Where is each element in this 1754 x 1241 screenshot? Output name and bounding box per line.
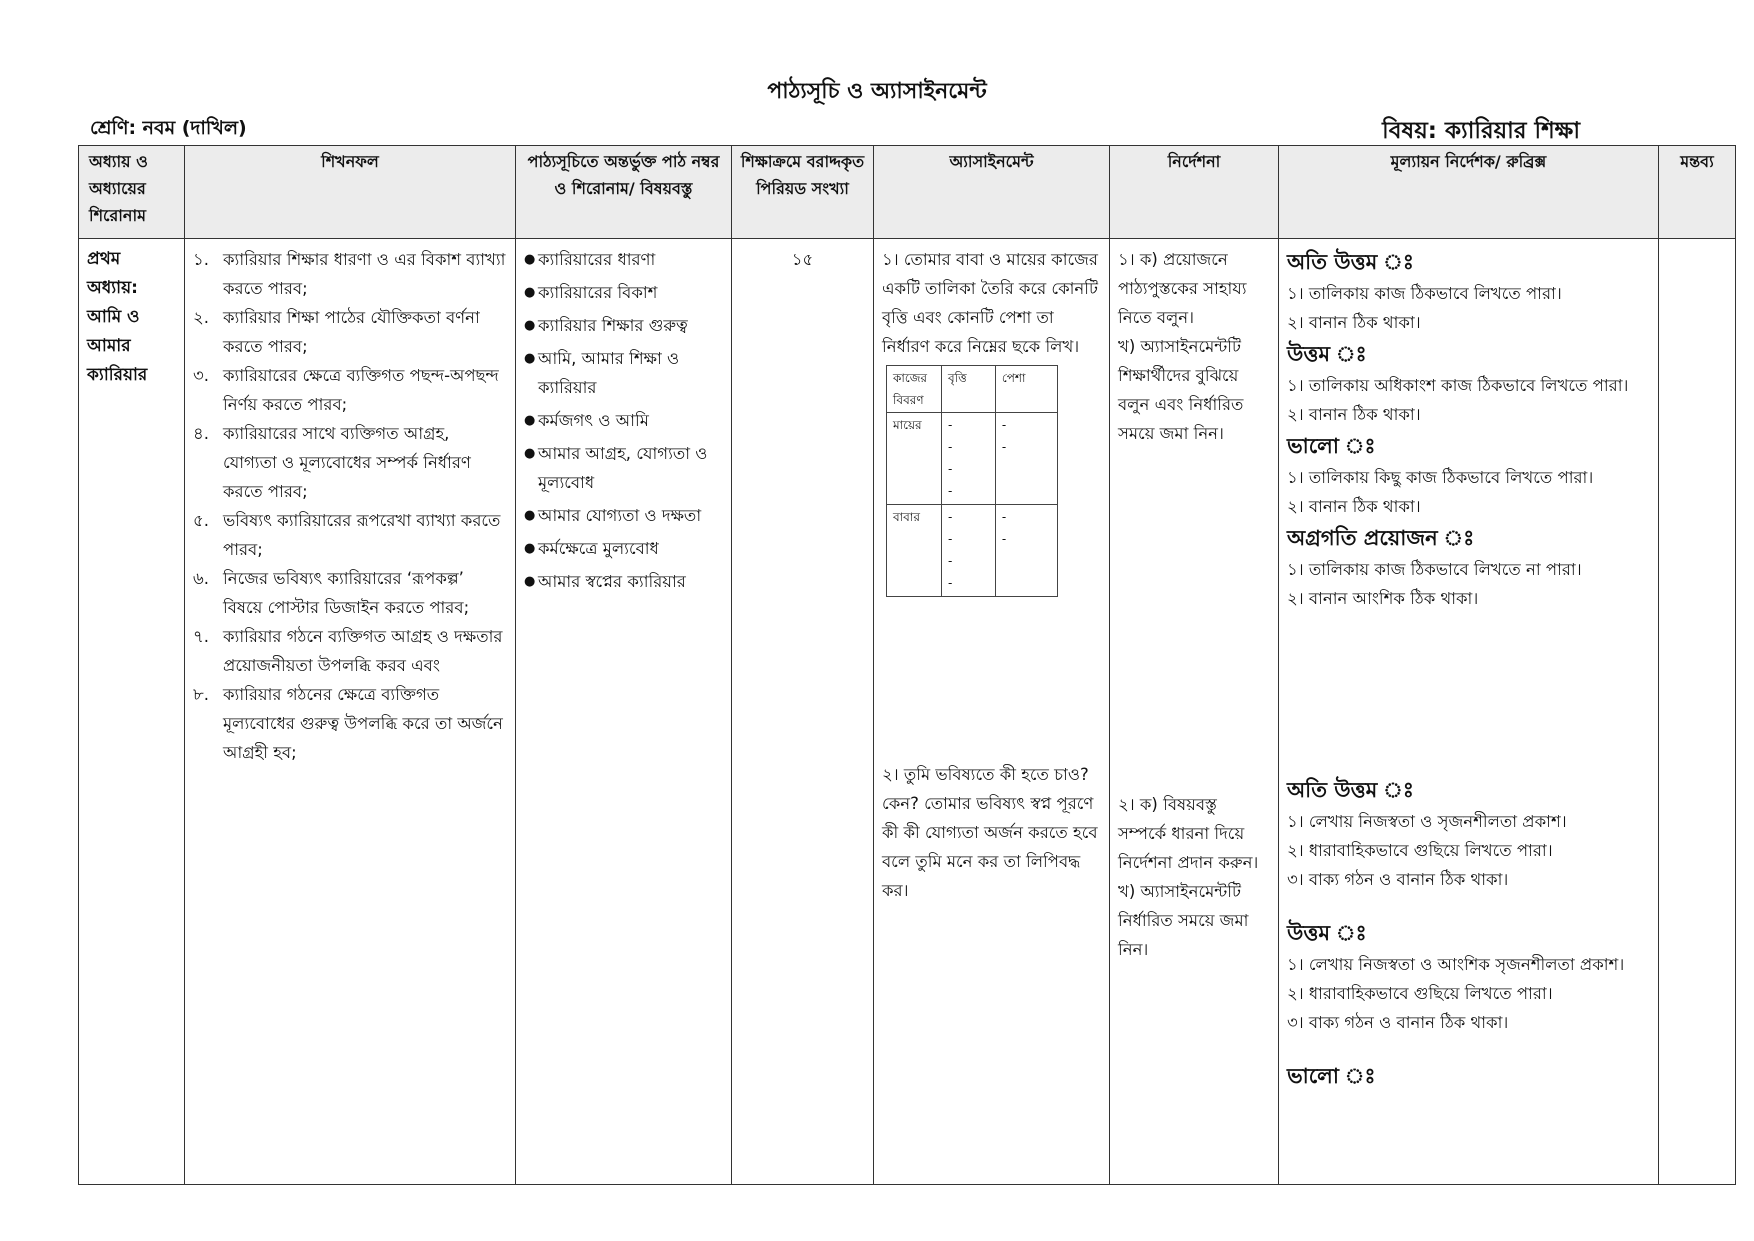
document-title: পাঠ্যসূচি ও অ্যাসাইনমেন্ট <box>767 79 987 104</box>
bullet-icon: ● <box>524 351 536 366</box>
rubric-set-1 <box>1287 245 1650 773</box>
chapter-cell <box>79 239 185 1185</box>
outcome-item <box>193 622 507 680</box>
rubric-item: ১। লেখায় নিজস্বতা ও আংশিক সৃজনশীলতা প্রকাশ। <box>1287 955 1625 974</box>
rubric-heading: অগ্রগতি প্রয়োজন ঃ <box>1287 526 1475 550</box>
rubric-heading: ভালো ঃ <box>1287 434 1376 458</box>
outcome-text: নিজের ভবিষ্যৎ ক্যারিয়ারের ‘রূপকল্প’ বিষয়ে পোস্টার ডিজাইন করতে পারব; <box>223 569 470 617</box>
topic-item <box>524 534 723 563</box>
rubric-item: ২। বানান ঠিক থাকা। <box>1287 497 1421 516</box>
subject-label: বিষয়: ক্যারিয়ার শিক্ষা <box>1382 118 1580 144</box>
rubric-set-2 <box>1287 773 1650 1093</box>
outcome-text: ক্যারিয়ার গঠনে ব্যক্তিগত আগ্রহ ও দক্ষতার প্রয়োজনীয়তা উপলব্ধি করব এবং <box>223 627 503 675</box>
assignment-cell <box>874 239 1110 1185</box>
outcomes-cell <box>185 239 516 1185</box>
instructions-cell <box>1110 239 1279 1185</box>
outcome-item <box>193 361 507 419</box>
rubric-item: ১। তালিকায় অধিকাংশ কাজ ঠিকভাবে লিখতে পারা। <box>1287 376 1629 395</box>
header-topics: পাঠ্যসূচিতে অন্তর্ভুক্ত পাঠ নম্বর ও শিরোনাম/ বিষয়বস্তু <box>516 146 732 239</box>
assignment-1-text: ১। তোমার বাবা ও মায়ের কাজের একটি তালিকা তৈরি করে কোনটি বৃত্তি এবং কোনটি পেশা তা নির্ধারণ করে নিম্নের ছকে লিখ। <box>882 250 1098 356</box>
header-instructions: নির্দেশনা <box>1110 146 1279 239</box>
rubric-item: ৩। বাক্য গঠন ও বানান ঠিক থাকা। <box>1287 1013 1509 1032</box>
topic-text: আমার স্বপ্নের ক্যারিয়ার <box>538 572 686 591</box>
topic-text: ক্যারিয়ারের বিকাশ <box>538 283 658 302</box>
outcome-item <box>193 419 507 506</box>
outcome-item <box>193 506 507 564</box>
assignment-table-header: পেশা <box>995 366 1057 413</box>
outcome-text: ক্যারিয়ার গঠনের ক্ষেত্রে ব্যক্তিগত মূল্যবোধের গুরুত্ব উপলব্ধি করে তা অর্জনে আগ্রহী হব; <box>223 685 503 762</box>
instruction-1b: খ) অ্যাসাইনমেন্টটি শিক্ষার্থীদের বুঝিয়ে বলুন এবং নির্ধারিত সময়ে জমা নিন। <box>1118 337 1244 443</box>
topics-list <box>524 245 723 596</box>
outcome-item <box>193 245 507 303</box>
assignment-table-header: কাজের বিবরণ <box>887 366 942 413</box>
topic-item <box>524 439 723 497</box>
header-outcomes: শিখনফল <box>185 146 516 239</box>
assignment-table <box>886 365 1058 597</box>
rubric-heading: অতি উত্তম ঃ <box>1287 778 1414 802</box>
rubric-heading: অতি উত্তম ঃ <box>1287 250 1414 274</box>
instruction-2b: খ) অ্যাসাইনমেন্টটি নির্ধারিত সময়ে জমা নিন। <box>1118 882 1249 959</box>
outcome-number: ৫. <box>193 511 209 530</box>
rubric-item: ১। তালিকায় কাজ ঠিকভাবে লিখতে না পারা। <box>1287 560 1582 579</box>
assignment-table-cell: - - - - <box>942 413 996 505</box>
rubric-item: ২। বানান ঠিক থাকা। <box>1287 313 1421 332</box>
outcome-text: ক্যারিয়ারের সাথে ব্যক্তিগত আগ্রহ, যোগ্যতা ও মূল্যবোধের সম্পর্ক নির্ধারণ করতে পারব; <box>223 424 471 501</box>
assignment-table-row-label: মায়ের <box>887 413 942 505</box>
header-chapter: অধ্যায় ও অধ্যায়ের শিরোনাম <box>79 146 185 239</box>
topic-item <box>524 344 723 402</box>
rubric-item: ২। ধারাবাহিকভাবে গুছিয়ে লিখতে পারা। <box>1287 841 1553 860</box>
topic-text: আমার যোগ্যতা ও দক্ষতা <box>538 506 702 525</box>
topic-text: কর্মক্ষেত্রে মুল্যবোধ <box>538 539 659 558</box>
rubric-item: ১। লেখায় নিজস্বতা ও সৃজনশীলতা প্রকাশ। <box>1287 812 1567 831</box>
bullet-icon: ● <box>524 413 536 428</box>
outcome-number: ৭. <box>193 627 209 646</box>
topic-item <box>524 311 723 340</box>
outcome-item <box>193 680 507 767</box>
bullet-icon: ● <box>524 318 536 333</box>
outcome-number: ১. <box>193 250 209 269</box>
rubric-heading: ভালো ঃ <box>1287 1064 1376 1088</box>
remarks-cell <box>1659 239 1736 1185</box>
instruction-2a: ২। ক) বিষয়বস্তু সম্পর্কে ধারনা দিয়ে নির্দেশনা প্রদান করুন। <box>1118 795 1259 872</box>
periods-cell <box>732 239 874 1185</box>
topic-item <box>524 406 723 435</box>
rubric-item: ৩। বাক্য গঠন ও বানান ঠিক থাকা। <box>1287 870 1509 889</box>
header-remarks: মন্তব্য <box>1659 146 1736 239</box>
topic-item <box>524 278 723 307</box>
topic-text: ক্যারিয়ারের ধারণা <box>538 250 656 269</box>
assignment-table-row-label: বাবার <box>887 505 942 597</box>
bullet-icon: ● <box>524 541 536 556</box>
topics-cell <box>516 239 732 1185</box>
bullet-icon: ● <box>524 574 536 589</box>
outcome-number: ২. <box>193 308 209 327</box>
outcome-number: ৩. <box>193 366 209 385</box>
syllabus-table <box>78 145 1736 1185</box>
outcome-item <box>193 303 507 361</box>
topic-item <box>524 245 723 274</box>
outcome-item <box>193 564 507 622</box>
header-row <box>79 146 1736 239</box>
topic-item <box>524 501 723 530</box>
chapter-title: প্রথম অধ্যায়: আমি ও আমার ক্যারিয়ার <box>87 249 148 385</box>
outcome-number: ৪. <box>193 424 209 443</box>
rubric-item: ১। তালিকায় কাজ ঠিকভাবে লিখতে পারা। <box>1287 284 1562 303</box>
class-label: শ্রেণি: নবম (দাখিল) <box>90 117 247 139</box>
topic-item <box>524 567 723 596</box>
bullet-icon: ● <box>524 446 536 461</box>
outcome-number: ৬. <box>193 569 209 588</box>
rubric-item: ২। বানান ঠিক থাকা। <box>1287 405 1421 424</box>
topic-text: ক্যারিয়ার শিক্ষার গুরুত্ব <box>538 316 688 335</box>
header-rubric: মূল্যায়ন নির্দেশক/ রুব্রিক্স <box>1279 146 1659 239</box>
assignment-table-cell: - - <box>995 413 1057 505</box>
bullet-icon: ● <box>524 508 536 523</box>
bullet-icon: ● <box>524 252 536 267</box>
instruction-1a: ১। ক) প্রয়োজনে পাঠ্যপুস্তকের সাহায্য নিতে বলুন। <box>1118 250 1247 327</box>
bullet-icon: ● <box>524 285 536 300</box>
header-periods: শিক্ষাক্রমে বরাদ্দকৃত পিরিয়ড সংখ্যা <box>732 146 874 239</box>
assignment-table-header: বৃত্তি <box>942 366 996 413</box>
topic-text: আমি, আমার শিক্ষা ও ক্যারিয়ার <box>538 349 680 397</box>
rubric-cell <box>1279 239 1659 1185</box>
assignment-table-cell: - - - - <box>942 505 996 597</box>
outcome-text: ভবিষ্যৎ ক্যারিয়ারের রূপরেখা ব্যাখ্যা করতে পারব; <box>223 511 501 559</box>
table-row <box>79 239 1736 1185</box>
topic-text: আমার আগ্রহ, যোগ্যতা ও মূল্যবোধ <box>538 444 708 492</box>
rubric-heading: উত্তম ঃ <box>1287 342 1367 366</box>
header-assignment: অ্যাসাইনমেন্ট <box>874 146 1110 239</box>
assignment-table-cell: - - <box>995 505 1057 597</box>
periods-value: ১৫ <box>791 250 814 269</box>
rubric-item: ২। ধারাবাহিকভাবে গুছিয়ে লিখতে পারা। <box>1287 984 1553 1003</box>
assignment-2-text: ২। তুমি ভবিষ্যতে কী হতে চাও? কেন? তোমার ভবিষ্যৎ স্বপ্ন পূরণে কী কী যোগ্যতা অর্জন করতে হবে বলে তুমি মনে কর তা লিপিবদ্ধ কর। <box>882 765 1098 900</box>
rubric-item: ২। বানান আংশিক ঠিক থাকা। <box>1287 589 1479 608</box>
outcome-text: ক্যারিয়ার শিক্ষার ধারণা ও এর বিকাশ ব্যাখ্যা করতে পারব; <box>223 250 506 298</box>
rubric-heading: উত্তম ঃ <box>1287 921 1367 945</box>
rubric-item: ১। তালিকায় কিছু কাজ ঠিকভাবে লিখতে পারা। <box>1287 468 1594 487</box>
outcome-text: ক্যারিয়ারের ক্ষেত্রে ব্যক্তিগত পছন্দ-অপছন্দ নির্ণয় করতে পারব; <box>223 366 499 414</box>
outcome-text: ক্যারিয়ার শিক্ষা পাঠের যৌক্তিকতা বর্ণনা করতে পারব; <box>223 308 480 356</box>
outcomes-list <box>193 245 507 767</box>
outcome-number: ৮. <box>193 685 209 704</box>
topic-text: কর্মজগৎ ও আমি <box>538 411 649 430</box>
